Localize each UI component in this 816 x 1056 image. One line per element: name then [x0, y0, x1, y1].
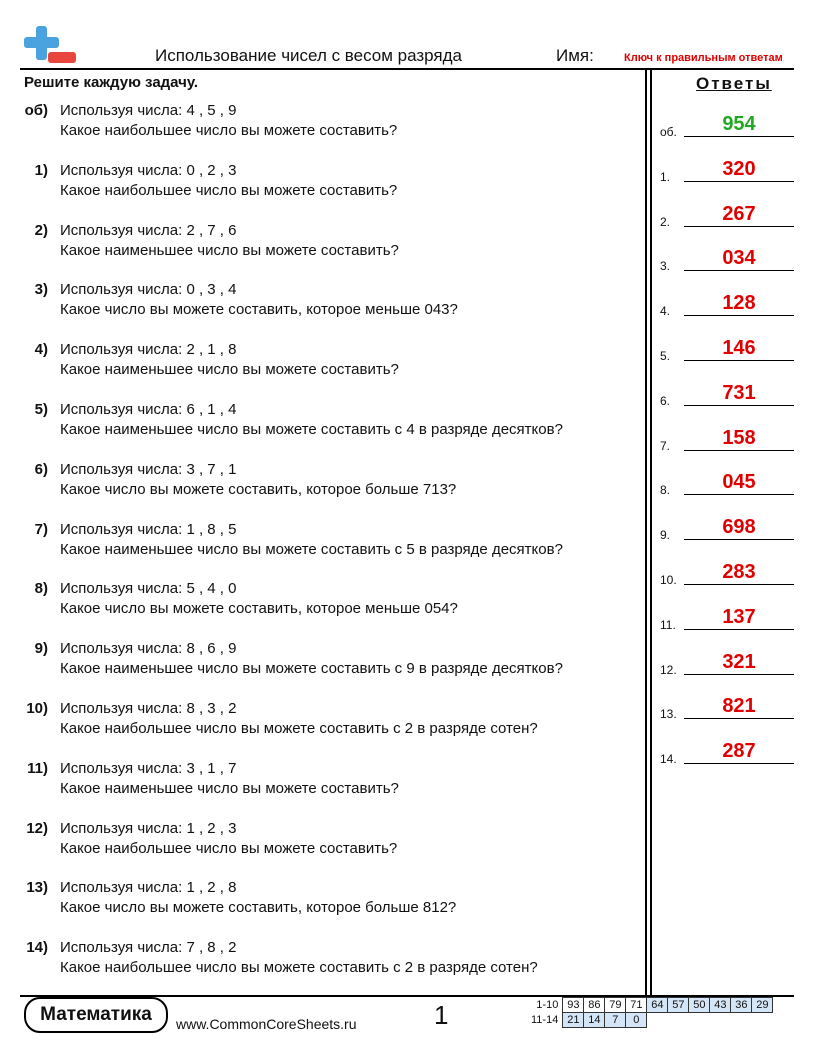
answer-blank-line: [684, 315, 794, 316]
problem-digits: Используя числа: 0 , 3 , 4: [60, 281, 237, 299]
problem-question: Какое наибольшее число вы можете составить с 2 в разряде сотен?: [60, 959, 538, 977]
answer-value: 158: [722, 426, 756, 449]
column-divider-left: [645, 68, 647, 996]
problem-number: 9): [34, 640, 48, 658]
answer-row: [660, 561, 794, 587]
score-cell: 7: [605, 1013, 626, 1028]
answer-row: [660, 516, 794, 542]
answer-value: 128: [722, 292, 756, 315]
answer-label: 4.: [660, 304, 671, 319]
score-cell: 93: [563, 998, 584, 1013]
problem-number: 6): [34, 460, 48, 478]
answer-value: 954: [722, 113, 756, 135]
answer-row: [660, 203, 794, 229]
brand-badge: Математика: [24, 997, 168, 1033]
problem-digits: Используя числа: 1 , 2 , 3: [60, 819, 237, 837]
answer-blank-line: [684, 494, 794, 495]
problem-item: [0, 878, 640, 920]
answer-row: [660, 606, 794, 632]
problem-digits: Используя числа: 5 , 4 , 0: [60, 580, 237, 598]
problem-number: 1): [34, 161, 48, 179]
answer-label: 14.: [660, 752, 677, 767]
answer-blank-line: [684, 405, 794, 406]
answer-value: 320: [722, 157, 756, 180]
answer-blank-line: [684, 270, 794, 271]
score-cell: 57: [668, 998, 689, 1013]
problem-digits: Используя числа: 8 , 6 , 9: [60, 640, 237, 658]
problem-question: Какое число вы можете составить, которое больше 713?: [60, 480, 457, 498]
score-cell: 79: [605, 998, 626, 1013]
answer-row: [660, 651, 794, 677]
problem-digits: Используя числа: 4 , 5 , 9: [60, 102, 237, 119]
problem-number: 4): [34, 341, 48, 359]
example-answer-row: [660, 113, 794, 139]
problem-item: [0, 161, 640, 203]
problem-number: 7): [34, 520, 48, 538]
answer-row: [660, 740, 794, 766]
problem-item: [0, 280, 640, 322]
score-cell: 86: [584, 998, 605, 1013]
answer-blank-line: [684, 450, 794, 451]
answer-value: 731: [722, 381, 756, 404]
problem-question: Какое наименьшее число вы можете составить с 4 в разряде десятков?: [60, 421, 563, 438]
problem-number: 5): [34, 401, 48, 418]
problem-number: об): [24, 102, 48, 119]
answer-blank-line: [684, 763, 794, 764]
example-problem: [0, 101, 640, 143]
problem-question: Какое наименьшее число вы можете составить с 5 в разряде десятков?: [60, 540, 563, 558]
answer-value: 045: [722, 471, 756, 494]
problem-number: 14): [26, 939, 48, 957]
answer-blank-line: [684, 584, 794, 585]
answer-label: 5.: [660, 349, 671, 363]
answer-blank-line: [684, 539, 794, 540]
answer-value: 698: [722, 516, 756, 539]
score-row-label: 11-14: [531, 1014, 559, 1026]
column-divider-right: [650, 68, 652, 996]
answer-row: [660, 247, 794, 273]
answer-row: [660, 382, 794, 408]
answer-label: 13.: [660, 707, 677, 722]
problem-digits: Используя числа: 7 , 8 , 2: [60, 939, 237, 957]
answer-label: 1.: [660, 169, 671, 184]
answer-key-note: Ключ к правильным ответам: [624, 52, 783, 64]
problem-question: Какое наименьшее число вы можете составить с 9 в разряде десятков?: [60, 660, 563, 678]
problem-question: Какое число вы можете составить, которое меньше 054?: [60, 600, 458, 618]
problem-item: [0, 819, 640, 861]
problem-question: Какое число вы можете составить, которое больше 812?: [60, 899, 457, 917]
answer-value: 034: [722, 247, 756, 270]
score-cell: 0: [626, 1013, 647, 1028]
answer-label: 6.: [660, 393, 671, 408]
answer-label: 12.: [660, 662, 677, 677]
answer-blank-line: [684, 629, 794, 630]
score-table: [528, 997, 773, 1028]
problem-question: Какое наибольшее число вы можете составить?: [60, 839, 398, 857]
page-number: 1: [434, 1000, 449, 1030]
problem-number: 12): [26, 819, 48, 837]
answers-heading: Ответы: [696, 74, 772, 93]
problem-number: 3): [34, 281, 48, 299]
score-cell: 29: [752, 998, 773, 1013]
score-cell: 43: [710, 998, 731, 1013]
problem-question: Какое число вы можете составить, которое меньше 043?: [60, 301, 458, 319]
answer-row: [660, 292, 794, 318]
problem-digits: Используя числа: 3 , 7 , 1: [60, 460, 237, 478]
answer-row: [660, 337, 794, 363]
answer-row: [660, 427, 794, 453]
answer-row: [660, 158, 794, 184]
name-label: Имя:: [556, 46, 594, 65]
problem-digits: Используя числа: 0 , 2 , 3: [60, 161, 237, 179]
problem-digits: Используя числа: 8 , 3 , 2: [60, 700, 237, 717]
page-title: Использование чисел с весом разряда: [155, 46, 463, 65]
answer-blank-line: [684, 718, 794, 719]
problem-number: 10): [26, 700, 48, 717]
problem-item: [0, 639, 640, 681]
problem-question: Какое наименьшее число вы можете составить?: [60, 241, 399, 259]
answer-value: 821: [722, 695, 756, 718]
answer-label: 8.: [660, 483, 671, 498]
problem-item: [0, 699, 640, 741]
problem-question: Какое наименьшее число вы можете составить?: [60, 361, 399, 379]
answer-label: 10.: [660, 573, 677, 587]
answer-value: 137: [722, 605, 756, 628]
answer-label: 7.: [660, 438, 671, 453]
answer-value: 146: [722, 337, 756, 359]
instructions: Решите каждую задачу.: [24, 74, 199, 91]
score-row: [528, 1013, 773, 1028]
score-cell: 50: [689, 998, 710, 1013]
answer-label: 9.: [660, 528, 671, 543]
answer-label: 2.: [660, 214, 671, 229]
score-row-label: 1-10: [536, 999, 559, 1011]
answer-blank-line: [684, 360, 794, 361]
problem-digits: Используя числа: 1 , 2 , 8: [60, 879, 237, 897]
problem-number: 13): [26, 879, 48, 897]
problem-question: Какое наибольшее число вы можете составить?: [60, 122, 398, 139]
score-cell: 71: [626, 998, 647, 1013]
answer-value: 267: [722, 202, 756, 225]
answer-label: об.: [660, 125, 677, 139]
problem-question: Какое наибольшее число вы можете составить?: [60, 181, 398, 199]
problem-number: 2): [34, 221, 48, 239]
problem-digits: Используя числа: 3 , 1 , 7: [60, 759, 237, 777]
answer-row: [660, 471, 794, 497]
problem-item: [0, 520, 640, 562]
problem-item: [0, 938, 640, 980]
score-cell: 21: [563, 1013, 584, 1028]
answer-blank-line: [684, 674, 794, 675]
problem-number: 11): [27, 759, 48, 777]
answer-row: [660, 695, 794, 721]
problem-digits: Используя числа: 2 , 1 , 8: [60, 341, 237, 359]
answer-label: 3.: [660, 259, 671, 274]
problem-digits: Используя числа: 1 , 8 , 5: [60, 520, 237, 538]
problem-item: [0, 340, 640, 382]
problem-item: [0, 460, 640, 502]
answer-value: 287: [722, 740, 756, 763]
logo-icon: [22, 24, 78, 66]
answer-blank-line: [684, 181, 794, 182]
problem-item: [0, 759, 640, 801]
problem-digits: Используя числа: 6 , 1 , 4: [60, 401, 237, 418]
answer-blank-line: [684, 226, 794, 227]
answer-blank-line: [684, 136, 794, 137]
answer-value: 321: [722, 650, 756, 673]
score-cell: 36: [731, 998, 752, 1013]
answer-label: 11.: [660, 617, 676, 632]
answer-value: 283: [722, 561, 756, 583]
site-url: www.CommonCoreSheets.ru: [176, 1016, 357, 1032]
problem-item: [0, 400, 640, 442]
score-cell: 14: [584, 1013, 605, 1028]
score-row: [528, 998, 773, 1013]
problem-digits: Используя числа: 2 , 7 , 6: [60, 221, 237, 239]
problem-item: [0, 579, 640, 621]
problem-number: 8): [34, 580, 48, 598]
problem-question: Какое наибольшее число вы можете составить с 2 в разряде сотен?: [60, 720, 538, 737]
problem-question: Какое наименьшее число вы можете составить?: [60, 779, 399, 797]
problem-item: [0, 221, 640, 263]
top-divider: [20, 68, 794, 70]
score-cell: 64: [647, 998, 668, 1013]
